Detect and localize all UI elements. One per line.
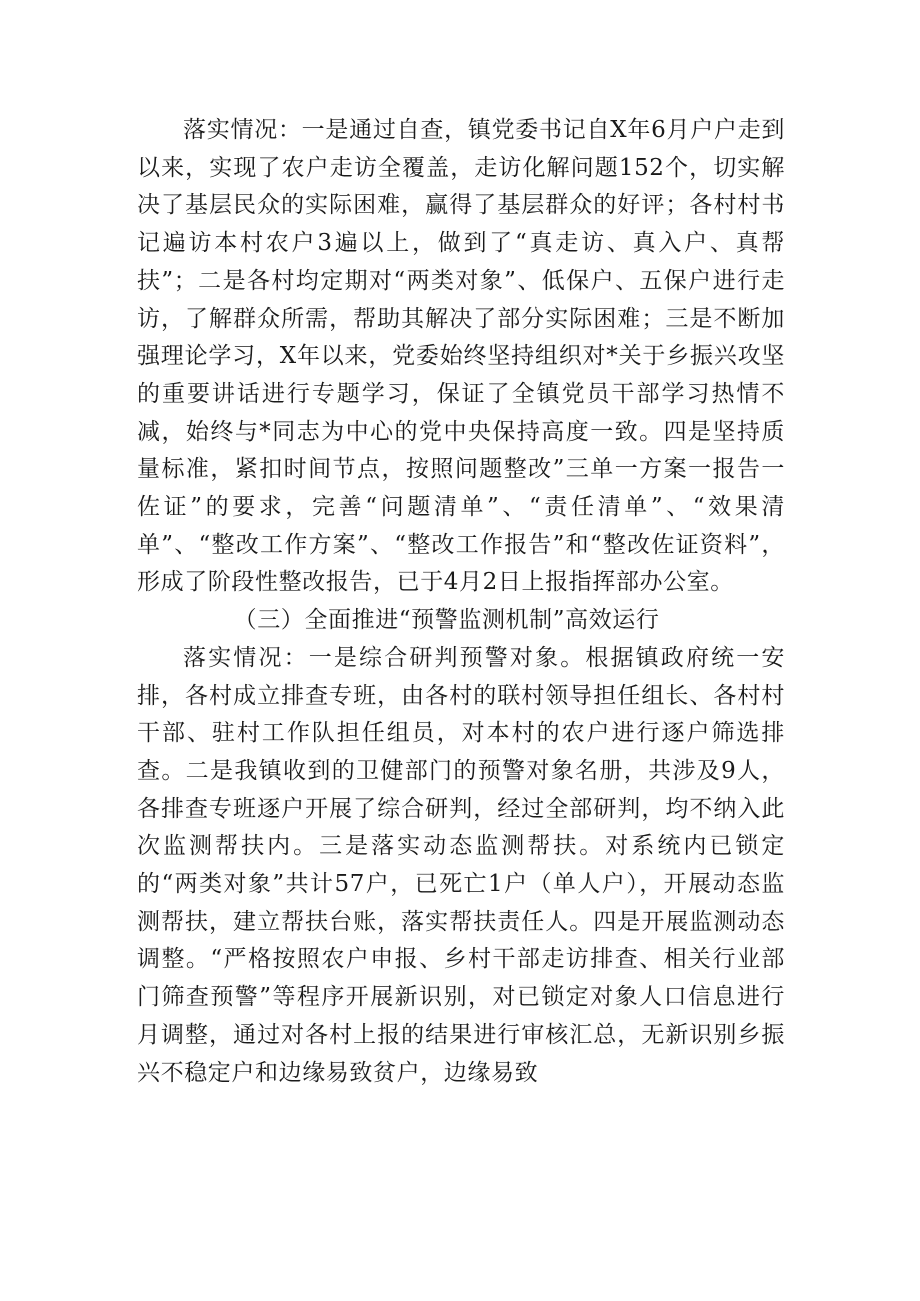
paragraph-implementation-status-1: 落实情况：一是通过自查，镇党委书记自X年6月户户走到以来，实现了农户走访全覆盖，走访化解问题152个，切实解决了基层民众的实际困难，赢得了基层群众的好评；各村村书记遍访本村农户3遍以上，做到了“真走访、真入户、真帮扶”；二是各村均定期对“两类对象”、低保户、五保户进行走访，了解群众所需，帮助其解决了部分实际困难；三是不断加强理论学习，X年以来，党委始终坚持组织对*关于乡振兴攻坚的重要讲话进行专题学习，保证了全镇党员干部学习热情不减，始终与*同志为中心的党中央保持高度一致。四是坚持质量标准，紧扣时间节点，按照问题整改”三单一方案一报告一佐证”的要求，完善“问题清单”、“责任清单”、“效果清单”、“整改工作方案”、“整改工作报告”和“整改佐证资料”，形成了阶段性整改报告，已于4月2日上报指挥部办公室。	[137, 117, 785, 596]
paragraph-implementation-status-2: 落实情况：一是综合研判预警对象。根据镇政府统一安排，各村成立排查专班，由各村的联村领导担任组长、各村村干部、驻村工作队担任组员，对本村的农户进行逐户筛选排查。二是我镇收到的卫健部门的预警对象名册，共涉及9人，各排查专班逐户开展了综合研判，经过全部研判，均不纳入此次监测帮扶内。三是落实动态监测帮扶。对系统内已锁定的“两类对象”共计57户，已死亡1户（单人户），开展动态监测帮扶，建立帮扶台账，落实帮扶责任人。四是开展监测动态调整。“严格按照农户申报、乡村干部走访排查、相关行业部门筛查预警”等程序开展新识别，对已锁定对象人口信息进行月调整，通过对各村上报的结果进行审核汇总，无新识别乡振兴不稳定户和边缘易致贫户，边缘易致	[137, 644, 785, 1086]
document-page	[137, 112, 785, 1092]
section-heading-3: （三）全面推进“预警监测机制”高效运行	[233, 607, 660, 634]
